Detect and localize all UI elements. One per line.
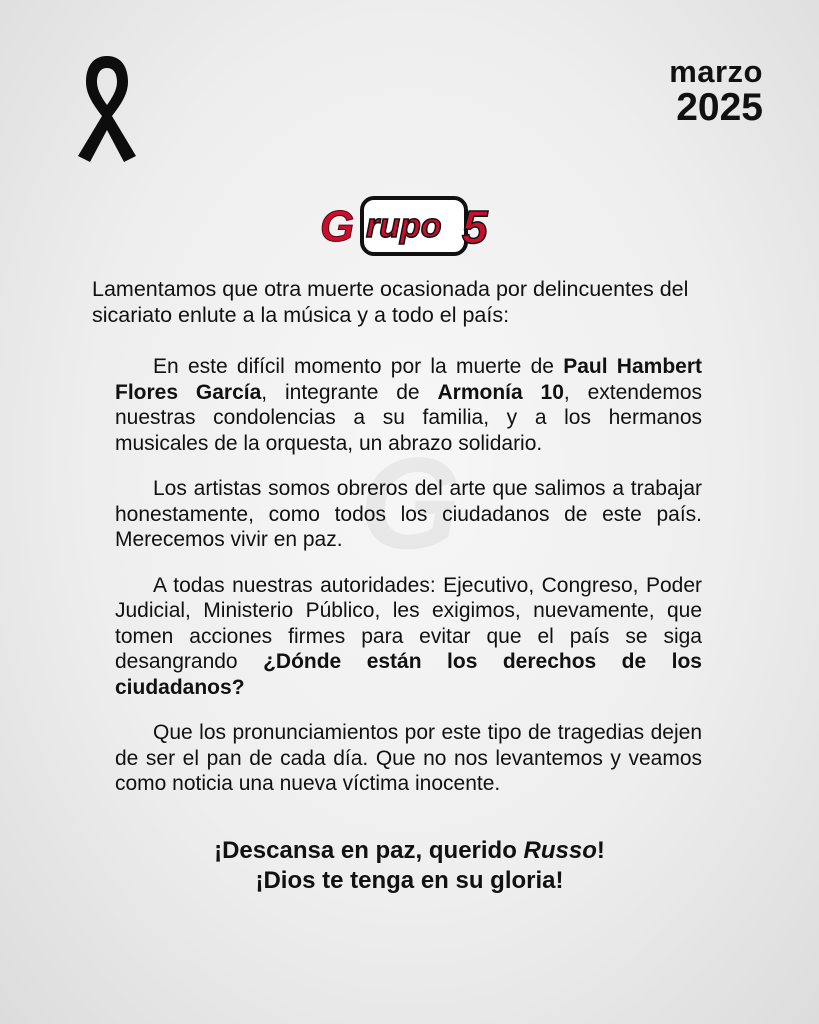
date-stamp xyxy=(669,56,763,127)
paragraph-authorities: A todas nuestras autoridades: Ejecutivo, Congreso, Poder Judicial, Ministerio Público, les exigimos, nuevamente, que tomen acciones firmes para evitar que el país se siga desangrando ¿Dónde están los derechos de los ciudadanos? xyxy=(115,573,702,699)
svg-text:G: G xyxy=(359,430,461,576)
paragraph-artists: Los artistas somos obreros del arte que salimos a trabajar honestamente, como todos los ciudadanos de este país. Merecemos vivir en paz. xyxy=(115,477,702,551)
closing-message xyxy=(92,836,727,896)
svg-text:G: G xyxy=(320,202,355,251)
grupo5-logo xyxy=(312,193,508,259)
svg-text:5: 5 xyxy=(462,201,488,253)
mourning-ribbon-icon xyxy=(74,52,140,166)
closing-line-2: ¡Dios te tenga en su gloria! xyxy=(255,867,564,894)
date-month: marzo xyxy=(669,54,763,89)
band-name: Armonía 10 xyxy=(437,380,564,404)
letter-body xyxy=(115,354,702,817)
paragraph-condolences: En este difícil momento por la muerte de Paul Hambert Flores García, integrante de Armonía 10, extendemos nuestras condolencias a su familia, y a los hermanos musicales de la orquesta, un abrazo solidario. xyxy=(115,355,702,455)
rights-question: ¿Dónde están los derechos de los ciudadanos? xyxy=(115,650,702,699)
intro-statement: Lamentamos que otra muerte ocasionada por delincuentes del sicariato enlute a la música y a todo el país: xyxy=(92,277,689,327)
date-year: 2025 xyxy=(676,86,763,129)
nickname: Russo xyxy=(523,837,597,864)
svg-text:rupo: rupo xyxy=(366,207,442,245)
closing-line-1: ¡Descansa en paz, querido Russo! xyxy=(214,837,605,864)
paragraph-tragedies: Que los pronunciamientos por este tipo de tragedias dejen de ser el pan de cada día. Que no nos levantemos y veamos como noticia una nueva víctima inocente. xyxy=(115,721,702,795)
deceased-name: Paul Hambert Flores García xyxy=(115,355,702,404)
